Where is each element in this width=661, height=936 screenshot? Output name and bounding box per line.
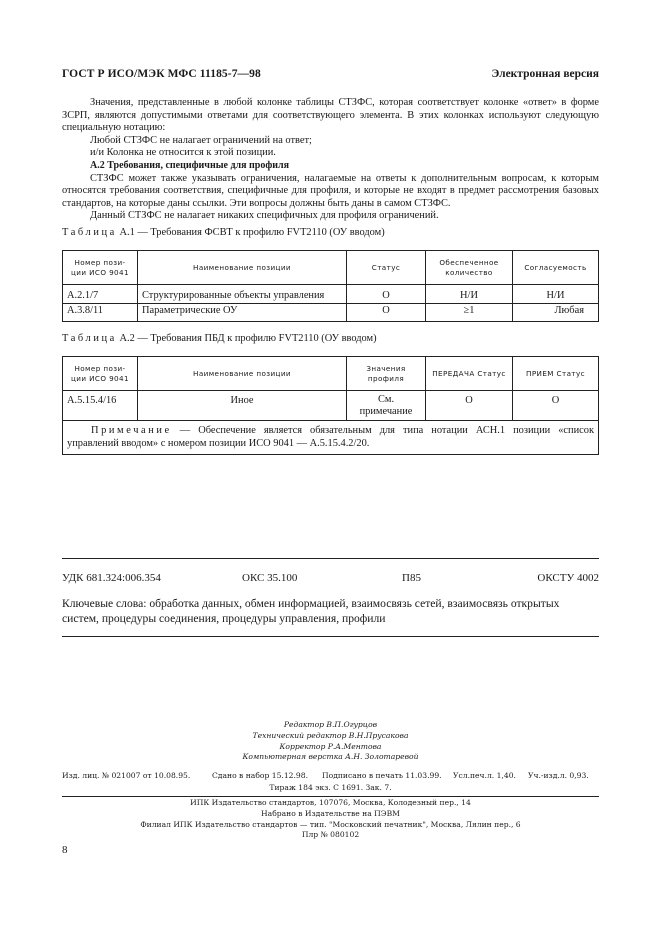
credit-corrector: Корректор Р.А.Ментова [279,741,382,751]
note-word: Примечание [91,425,172,436]
table-row [63,285,599,304]
table1-caption-text: А.1 — Требования ФСВТ к профилю FVT2110 (ОУ вводом) [119,227,385,238]
table-cell: См. примечание [347,391,426,421]
table-cell: А.2.1/7 [63,285,138,304]
table-cell: Н/И [426,285,513,304]
publisher-block [0,798,661,841]
udk-code: УДК 681.324:006.354 [62,572,161,584]
table-cell: О [513,391,599,421]
divider [62,796,599,797]
table1-header: Статус [347,251,426,285]
notation-na: и/и Колонка не относится к этой позиции. [90,147,276,159]
page-number: 8 [62,844,68,856]
keywords: Ключевые слова: обработка данных, обмен информацией, взаимосвязь сетей, взаимосвязь открытых систем, процедуры соединения, процедуры управления, профили [62,597,560,625]
divider [62,636,599,637]
table1-caption-word: Таблица [62,227,117,238]
table-cell: Н/И [513,285,599,304]
table-row [63,304,599,322]
electronic-version-label: Электронная версия [491,68,599,80]
table-cell: Параметрические ОУ [138,304,347,322]
imprint-typeset: Сдано в набор 15.12.98. [212,771,308,780]
imprint-signed: Подписано в печать 11.03.99. [322,771,442,780]
imprint-license: Изд. лиц. № 021007 от 10.08.95. [62,771,191,780]
table-cell: ≥1 [426,304,513,322]
table-row [63,391,599,421]
section-a2-title: А.2 Требования, специфичные для профиля [90,159,290,171]
table1 [62,250,599,322]
table2-header: ПРИЕМ Статус [513,357,599,391]
imprint-print-run: Тираж 184 экз. С 1691. Зак. 7. [269,783,392,792]
credits-block [0,720,661,763]
publisher-line-3: Филиал ИПК Издательство стандартов — тип. "Московский печатник", Москва, Лялин пер., 6 [140,819,521,829]
imprint-print-sheets: Усл.печ.л. 1,40. [453,771,516,780]
table2-note [63,421,599,455]
intro-section [62,97,599,223]
table-note-row [63,421,599,455]
table2-caption-text: А.2 — Требования ПБД к профилю FVT2110 (ОУ вводом) [119,333,377,344]
table-cell: Иное [138,391,347,421]
table-cell: О [347,304,426,322]
table2 [62,356,599,455]
table-cell: О [347,285,426,304]
credit-layout: Компьютерная верстка А.Н. Золотаревой [242,752,419,762]
intro-paragraph-3: Данный СТЗФС не налагает никаких специфичных для профиля ограничений. [90,210,439,222]
table1-header: Согласуемость [513,251,599,285]
note-text: — Обеспечение является обязательным для типа нотации АСН.1 позиции «список управлений вводом» с номером позиции ИСО 9041 — А.5.15.4.2/20. [67,425,594,449]
divider [62,558,599,559]
table1-header-row [63,251,599,285]
table1-caption [62,227,385,238]
publisher-line-1: ИПК Издательство стандартов, 107076, Москва, Колодезный пер., 14 [190,798,471,807]
p-code: П85 [402,572,421,584]
intro-paragraph-1: Значения, представленные в любой колонке таблицы СТЗФС, которая соответствует колонке «ответ» в форме ЗСРП, являются допустимыми ответами для соответствующего элемента. В этих колонках используют следующую специальную нотацию: [62,97,599,134]
table1-header: Номер пози-ции ИСО 9041 [63,251,138,285]
table2-caption [62,333,377,344]
notation-any: Любой СТЗФС не налагает ограничений на ответ; [90,134,312,146]
table2-header: Номер пози-ции ИСО 9041 [63,357,138,391]
credit-editor: Редактор В.П.Огурцов [283,720,378,729]
imprint-pub-sheets: Уч.-изд.л. 0,93. [528,771,589,780]
table-cell: Структурированные объекты управления [138,285,347,304]
intro-paragraph-2: СТЗФС может также указывать ограничения, налагаемые на ответы к дополнительным вопросам, к которым относятся требования соответствия, специфичные для профиля, и которые не входят в предмет рассмотрения базовых стандартов, на которые даны ссылки. Эти вопросы должны быть даны в самом СТЗФС. [62,172,599,209]
table-cell: А.3.8/11 [63,304,138,322]
credit-tech-editor: Технический редактор В.Н.Прусакова [252,730,409,740]
table2-header: ПЕРЕДАЧА Статус [426,357,513,391]
document-standard-title: ГОСТ Р ИСО/МЭК МФС 11185-7—98 [62,68,261,80]
okstu-code: ОКСТУ 4002 [537,572,599,584]
table1-header: Наименование позиции [138,251,347,285]
table-cell: О [426,391,513,421]
oks-code: ОКС 35.100 [242,572,298,584]
publisher-line-2: Набрано в Издательстве на ПЭВМ [261,808,400,818]
table1-header: Обеспеченное количество [426,251,513,285]
table2-header: Наименование позиции [138,357,347,391]
table2-header-row [63,357,599,391]
table-cell: А.5.15.4/16 [63,391,138,421]
publisher-line-4: Плр № 080102 [301,830,360,840]
table2-header: Значения профиля [347,357,426,391]
table-cell: Любая [513,304,599,322]
table2-caption-word: Таблица [62,333,117,344]
